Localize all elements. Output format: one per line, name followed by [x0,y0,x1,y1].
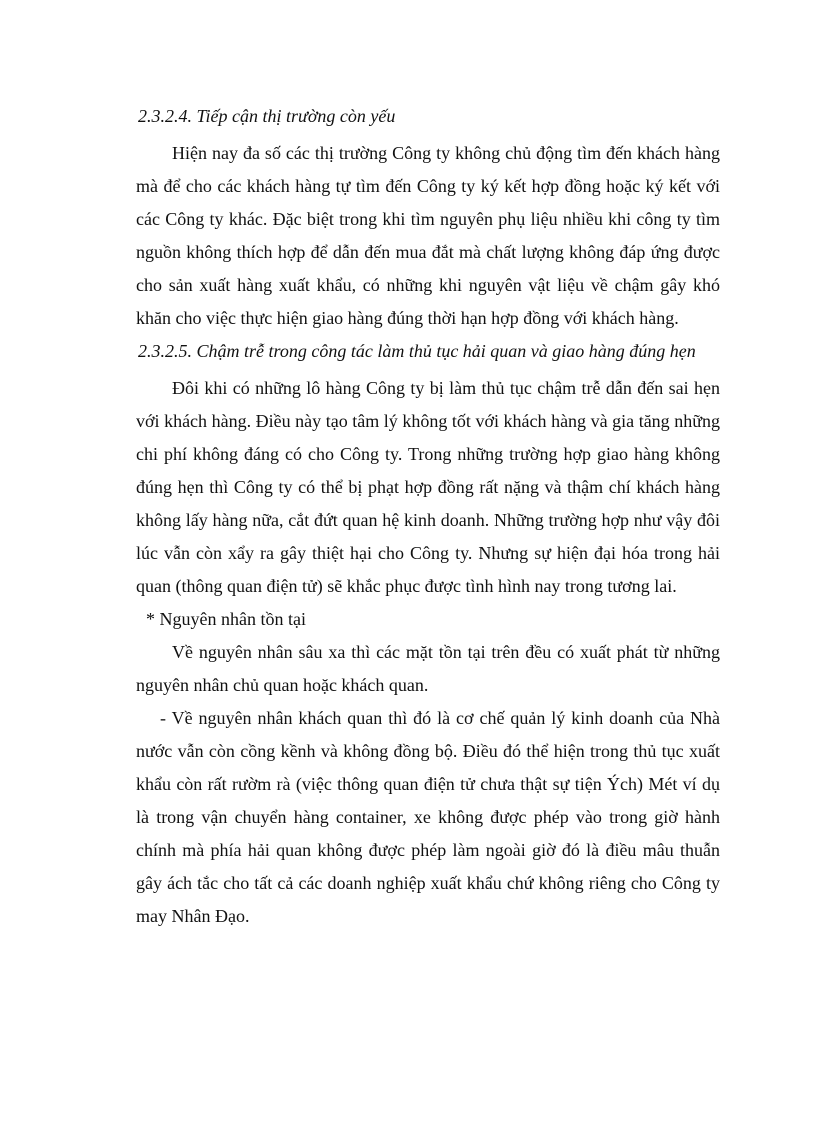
section-paragraph-2-3-2-5: Đôi khi có những lô hàng Công ty bị làm thủ tục chậm trễ dẫn đến sai hẹn với khách hàng. Điều này tạo tâm lý không tốt với khách hàng và gia tăng những chi phí không đáng có cho Công ty. Trong những trường hợp giao hàng không đúng hẹn thì Công ty có thể bị phạt hợp đồng rất nặng và thậm chí khách hàng không lấy hàng nữa, cắt đứt quan hệ kinh doanh. Những trường hợp như vậy đôi lúc vẫn còn xẩy ra gây thiệt hại cho Công ty. Nhưng sự hiện đại hóa trong hải quan (thông quan điện tử) sẽ khắc phục được tình hình nay trong tương lai. [136,378,720,596]
causes-objective-paragraph: - Về nguyên nhân khách quan thì đó là cơ chế quản lý kinh doanh của Nhà nước vẫn còn cồng kềnh và không đồng bộ. Điều đó thể hiện trong thủ tục xuất khẩu còn rất rườm rà (việc thông quan điện tử chưa thật sự tiện Ých) Mét ví dụ là trong vận chuyển hàng container, xe không được phép vào trong giờ hành chính mà phía hải quan không được phép làm ngoài giờ đó là điều mâu thuẫn gây ách tắc cho tất cả các doanh nghiệp xuất khẩu chứ không riêng cho Công ty may Nhân Đạo. [136,708,720,926]
causes-heading: * Nguyên nhân tồn tại [146,609,306,629]
section-heading-2-3-2-4: 2.3.2.4. Tiếp cận thị trường còn yếu [138,106,396,126]
section-paragraph-2-3-2-4: Hiện nay đa số các thị trường Công ty không chủ động tìm đến khách hàng mà để cho các khách hàng tự tìm đến Công ty ký kết hợp đồng hoặc ký kết với các Công ty khác. Đặc biệt trong khi tìm nguyên phụ liệu nhiều khi công ty tìm nguồn không thích hợp để dẫn đến mua đắt mà chất lượng không đáp ứng được cho sản xuất hàng xuất khẩu, có những khi nguyên vật liệu về chậm gây khó khăn cho việc thực hiện giao hàng đúng thời hạn hợp đồng với khách hàng. [136,143,720,328]
causes-intro-paragraph: Về nguyên nhân sâu xa thì các mặt tồn tại trên đều có xuất phát từ những nguyên nhân chủ quan hoặc khách quan. [136,642,720,695]
section-heading-2-3-2-5: 2.3.2.5. Chậm trễ trong công tác làm thủ tục hải quan và giao hàng đúng hẹn [138,341,696,361]
document-page [136,100,720,933]
